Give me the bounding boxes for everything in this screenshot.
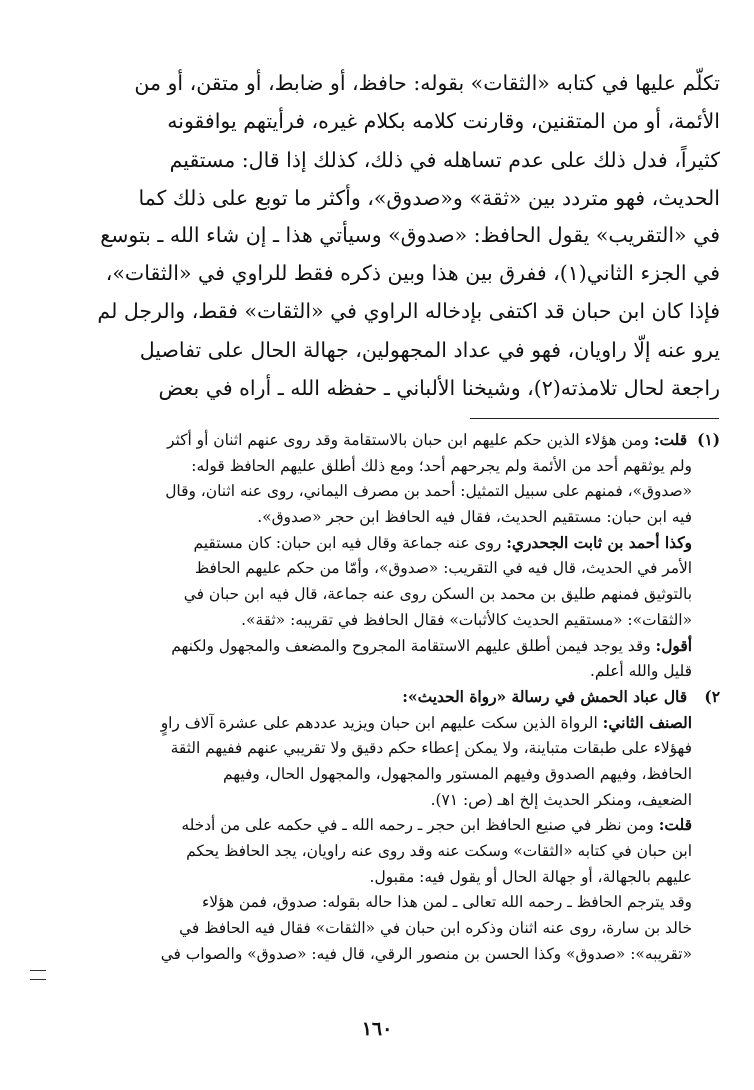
main-line: يرو عنه إلّا راويان، فهو في عداد المجهولين، جهالة الحال على تفاصيل	[139, 337, 720, 362]
footnote-1-line	[58, 634, 720, 660]
footnote-1-line: الأمر في الحديث، قال فيه في التقريب: «صدوق»، وأمّا من حكم عليهم الحافظ	[194, 559, 692, 578]
main-line: تكلّم عليها في كتابه «الثقات» بقوله: حافظ، أو ضابط، أو متقن، أو من	[134, 71, 720, 95]
footnote-1-line	[58, 428, 720, 454]
main-line: الحديث، فهو متردد بين «ثقة» و«صدوق»، وأكثر ما توبع على ذلك كما	[138, 185, 720, 210]
main-line: راجعة لحال تلامذته(٢)، وشيخنا الألباني ـ حفظه الله ـ أراه في بعض	[158, 376, 720, 401]
main-line: في «التقريب» يقول الحافظ: «صدوق» وسيأتي هذا ـ إن شاء الله ـ بتوسع	[100, 223, 720, 248]
footnote-1-line: «صدوق»، فمنهم على سبيل التمثيل: أحمد بن مصرف اليماني، روى عنه اثنان، وقال	[165, 482, 692, 501]
footnote-text: قال عباد الحمش في رسالة «رواة الحديث»:	[402, 687, 688, 706]
page-number: ١٦٠	[361, 1018, 393, 1040]
footnote-2-line	[58, 711, 720, 737]
footnote-1-line: ولم يوثقهم أحد من الأئمة ولم يجرحهم أحد؛ ومع ذلك أطلق عليهم الحافظ قوله:	[191, 456, 692, 475]
main-line: الأئمة، أو من المتقنين، وقارنت كلامه بكلام غيره، فرأيتهم يوافقونه	[167, 109, 720, 134]
main-line: فإذا كان ابن حبان قد اكتفى بإدخاله الراوي في «الثقات» فقط، والرجل لم	[97, 299, 720, 324]
footnote-text: ومن نظر في صنيع الحافظ ابن حجر ـ رحمه الله ـ في حكمه على من أدخله	[181, 816, 654, 835]
footnote-separator	[470, 418, 719, 419]
footnote-text: روى عنه جماعة وقال فيه ابن حبان: كان مستقيم	[193, 533, 502, 552]
main-text-block	[60, 64, 720, 407]
footnote-2-number: ٢)	[704, 687, 720, 706]
footnote-2-line: ابن حبان في كتابه «الثقات» وسكت عنه وقد روى عنه راويان، يجد الحافظ يحكم	[186, 842, 692, 860]
footnote-text: وقد يوجد فيمن أطلق عليهم الاستقامة المجروح والمضعف والمجهول ولكنهم	[171, 636, 651, 655]
footnote-2-line	[58, 685, 720, 711]
footnote-2-line: خالد بن سارة، روى عنه اثنان وذكره ابن حبان في «الثقات» فقال فيه الحافظ في	[179, 919, 692, 938]
footnote-1-line: فيه ابن حبان: مستقيم الحديث، فقال فيه الحافظ ابن حجر «صدوق».	[257, 508, 692, 527]
continuation-mark	[30, 970, 46, 980]
footnote-lead: وكذا أحمد بن ثابت الجحدري:	[506, 533, 692, 552]
footnote-2-line	[58, 813, 720, 839]
footnote-2-line: عليهم بالجهالة، أو جهالة الحال أو يقول فيه: مقبول.	[369, 867, 692, 886]
footnote-2-line: فهؤلاء على طبقات متباينة، ولا يمكن إعطاء حكم دقيق ولا تقريبي عنهم ففيهم الثقة	[170, 739, 692, 758]
footnote-lead: قلت:	[653, 431, 688, 449]
main-line: في الجزء الثاني(١)، ففرق بين هذا وبين ذكره فقط للراوي في «الثقات»،	[105, 261, 720, 286]
footnote-2-line: وقد يترجم الحافظ ـ رحمه الله تعالى ـ لمن هذا حاله بقوله: صدوق، فمن هؤلاء	[201, 893, 692, 912]
main-line: كثيراً، فدل ذلك على عدم تساهله في ذلك، كذلك إذا قال: مستقيم	[169, 147, 720, 172]
footnote-1-line	[58, 531, 720, 557]
footnote-text: ومن هؤلاء الذين حكم عليهم ابن حبان بالاستقامة وقد روى عنهم اثنان أو أكثر	[167, 431, 649, 449]
footnote-1-line: بالتوثيق فمنهم طليق بن محمد بن السكن روى عنه جماعة، قال فيه ابن حبان في	[183, 585, 692, 604]
footnote-2-line: الضعيف، ومنكر الحديث إلخ اهـ (ص: ٧١).	[430, 790, 692, 809]
footnote-2-line: «تقريبه»: «صدوق» وكذا الحسن بن منصور الرقي، قال فيه: «صدوق» والصواب في	[160, 944, 692, 963]
footnote-1-line: قليل والله أعلم.	[590, 662, 692, 681]
footnote-lead: الصنف الثاني:	[602, 713, 692, 732]
footnotes-block	[58, 428, 720, 967]
footnote-1-number: (١)	[697, 431, 720, 449]
footnote-text: الرواة الذين سكت عليهم ابن حبان ويزيد عددهم على عشرة آلاف راوٍ	[160, 713, 598, 732]
footnote-1-line: «الثقات»: «مستقيم الحديث كالأثبات» فقال الحافظ في تقريبه: «ثقة».	[241, 610, 692, 629]
footnote-2-line: الحافظ، وفيهم الصدوق وفيهم المستور والمجهول، والمجهول الحال، وفيهم	[223, 764, 692, 783]
footnote-lead: قلت:	[658, 816, 692, 835]
footnote-lead: أقول:	[655, 636, 692, 655]
